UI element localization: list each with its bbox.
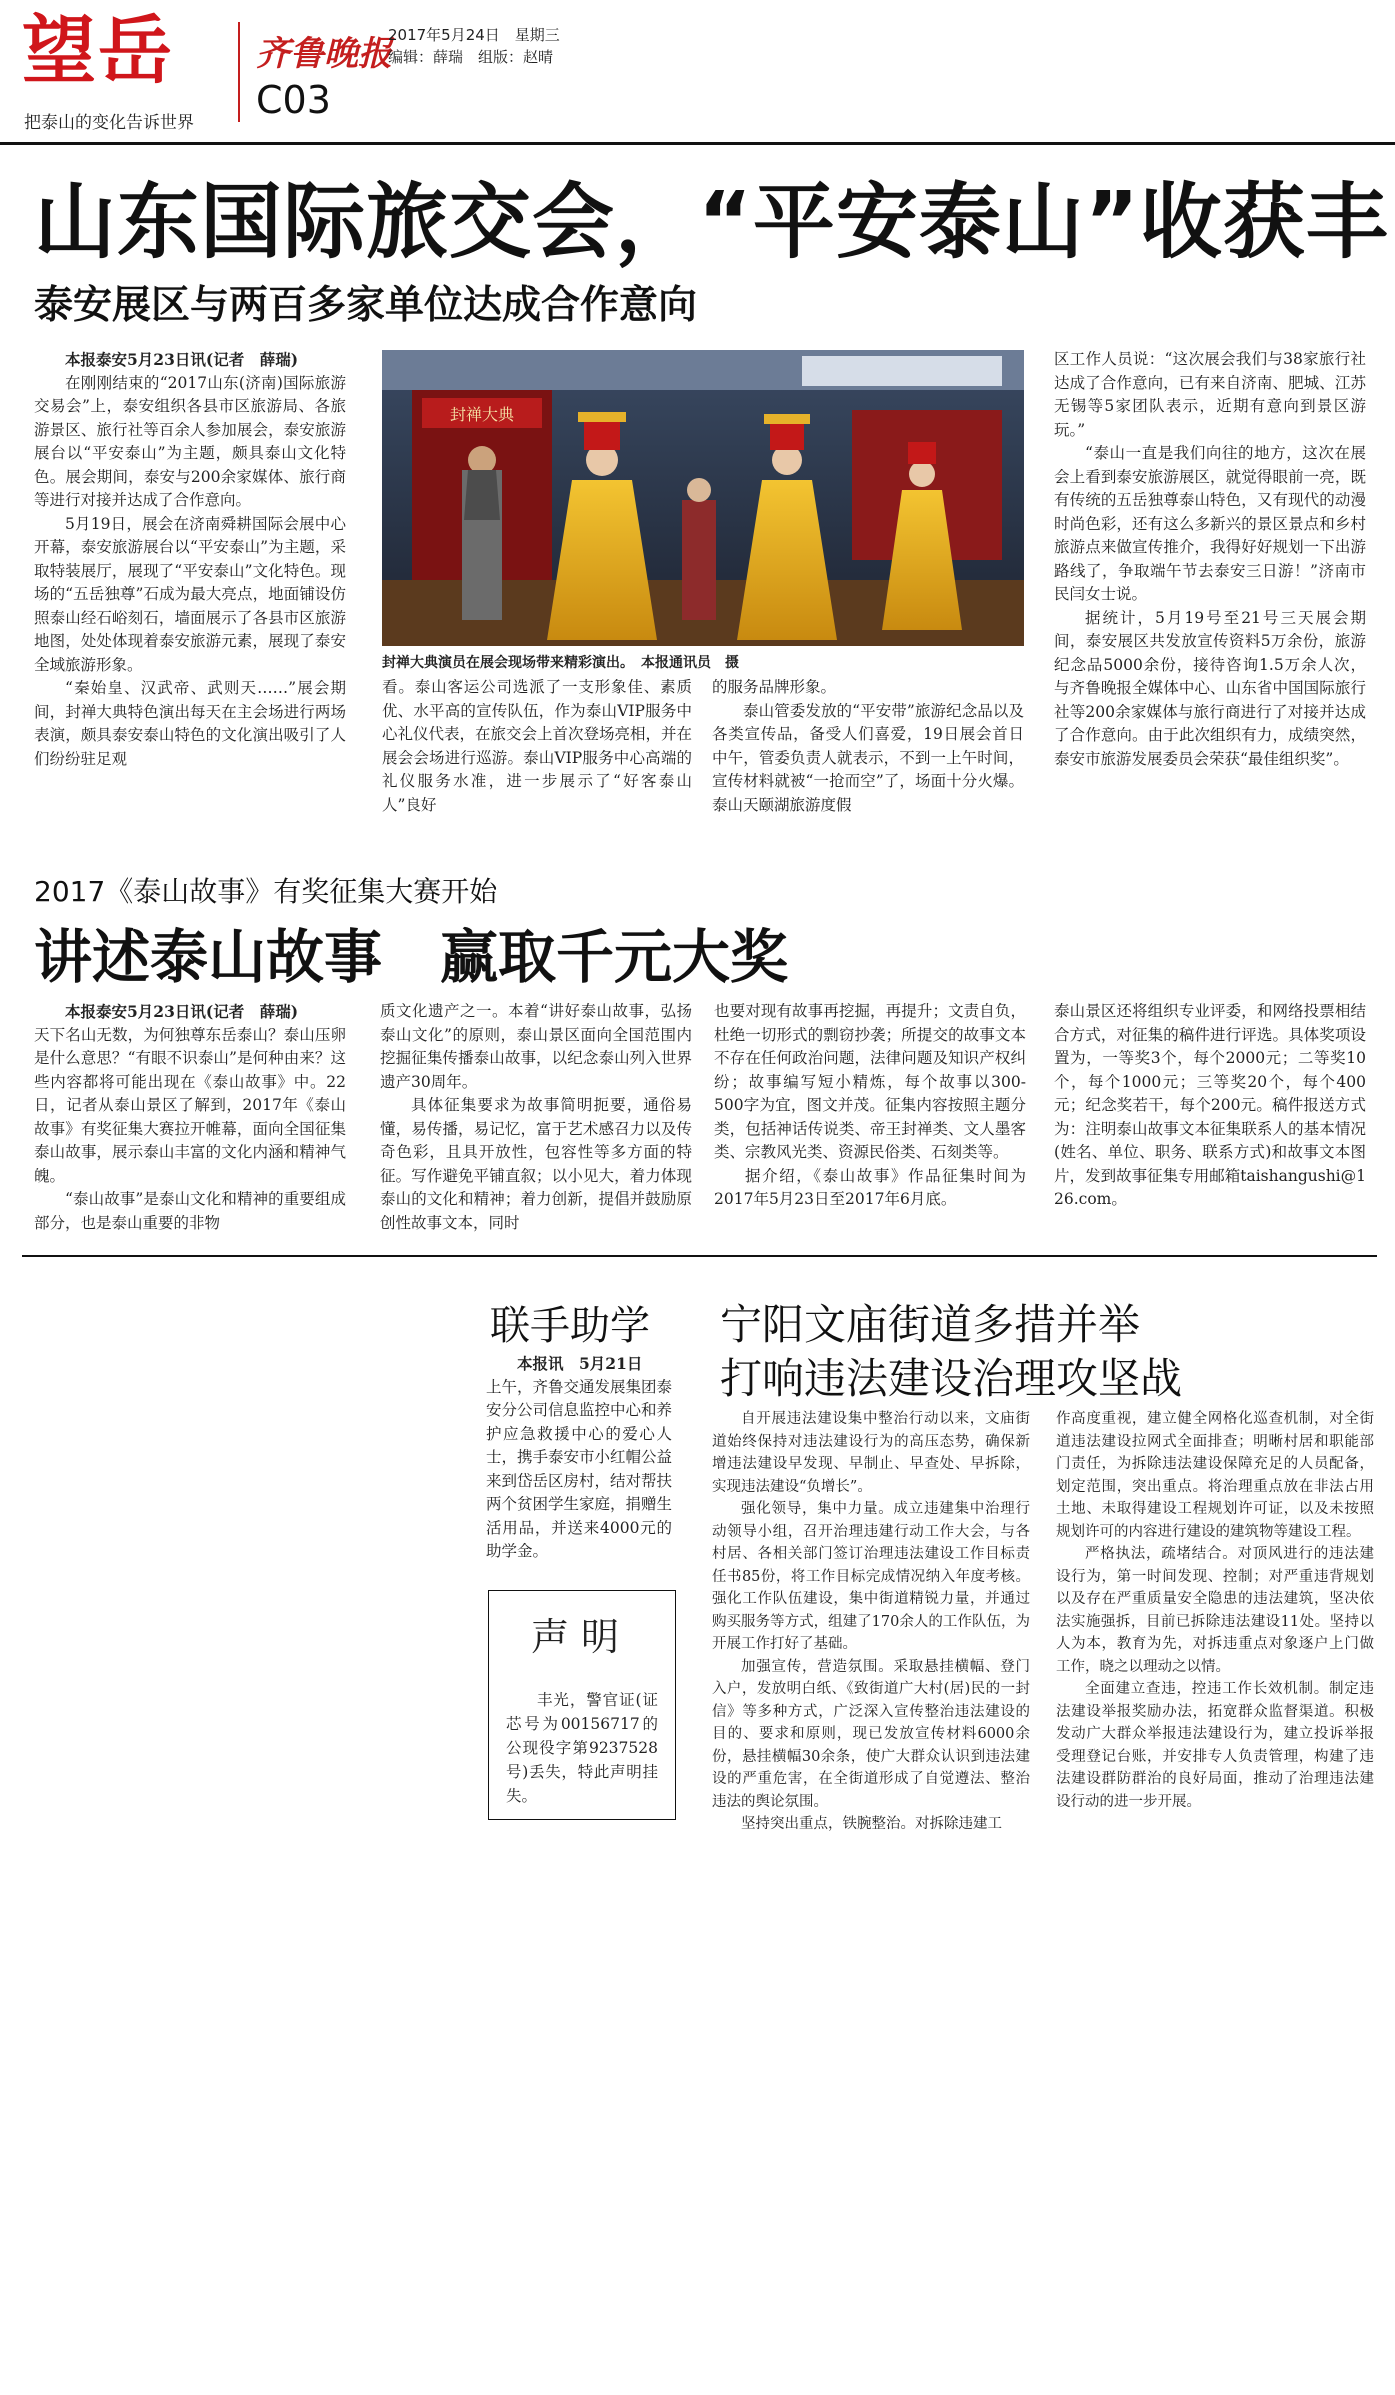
notice-text: 丰光，警官证(证芯号为00156717的公现役字第9237528号)丢失，特此声明挂失。 bbox=[506, 1691, 658, 1805]
page-number: C03 bbox=[256, 78, 331, 122]
article1-col2 bbox=[382, 676, 692, 817]
article1-photo bbox=[382, 350, 1024, 646]
article1-col1 bbox=[34, 348, 346, 771]
article1-paragraph: 的服务品牌形象。 bbox=[712, 678, 837, 696]
issue-editors: 编辑：薛瑞 组版：赵晴 bbox=[388, 48, 554, 66]
article3-body bbox=[486, 1352, 672, 1564]
paper-name: 齐鲁晚报 bbox=[256, 34, 392, 74]
article3-byline: 本报讯 5月21日 bbox=[517, 1354, 643, 1373]
article2-paragraph: 据介绍，《泰山故事》作品征集时间为2017年5月23日至2017年6月底。 bbox=[714, 1166, 1026, 1208]
article2-col2 bbox=[380, 1000, 692, 1235]
article4-col2 bbox=[1056, 1408, 1374, 1813]
article2-paragraph: “泰山故事”是泰山文化和精神的重要组成部分，也是泰山重要的非物 bbox=[34, 1190, 346, 1232]
article2-col4 bbox=[1054, 1000, 1366, 1212]
article4-headline-line2: 打响违法建设治理攻坚战 bbox=[720, 1354, 1183, 1403]
article2-paragraph: 质文化遗产之一。本着“讲好泰山故事，弘扬泰山文化”的原则，泰山景区面向全国范围内挖掘征集传播泰山故事，以纪念泰山列入世界遗产30周年。 bbox=[380, 1002, 692, 1091]
article1-col4 bbox=[1054, 348, 1366, 771]
notice-title: 声明 bbox=[530, 1615, 631, 1659]
masthead-tagline: 把泰山的变化告诉世界 bbox=[24, 113, 194, 133]
section-rule bbox=[22, 1255, 1377, 1257]
top-rule bbox=[0, 142, 1395, 145]
article1-paragraph: 5月19日，展会在济南舜耕国际会展中心开幕，泰安旅游展台以“平安泰山”为主题，采取特装展厅，展现了“平安泰山”文化特色。现场的“五岳独尊”石成为最大亮点，地面铺设仿照泰山经石峪刻石，墙面展示了各县市区旅游地图，处处体现着泰安旅游元素，展现了泰安全域旅游形象。 bbox=[34, 514, 346, 674]
article1-paragraph: 据统计，5月19号至21号三天展会期间，泰安展区共发放宣传资料5万余份，旅游纪念品5000余份，接待咨询1.5万余人次，与齐鲁晚报全媒体中心、山东省中国国际旅行社等200余家媒体与旅行商进行了对接并达成了合作意向。由于此次组织有力，成绩突然，泰安市旅游发展委员会荣获“最佳组织奖”。 bbox=[1054, 608, 1366, 768]
notice-body bbox=[506, 1688, 658, 1808]
article4-headline-line1: 宁阳文庙街道多措并举 bbox=[720, 1300, 1141, 1349]
article1-subheadline: 泰安展区与两百多家单位达成合作意向 bbox=[34, 283, 698, 328]
article4-paragraph: 坚持突出重点，铁腕整治。对拆除违建工 bbox=[741, 1816, 1002, 1832]
masthead-divider bbox=[238, 22, 240, 122]
article4-paragraph: 作高度重视，建立健全网格化巡查机制，对全街道违法建设拉网式全面排查；明晰村居和职能部门责任，为拆除违法建设保障充足的人员配备，划定范围，突出重点。将治理重点放在非法占用土地、未取得建设工程规划许可证，以及未按照规划许可的内容进行建设的建筑物等建设工程。 bbox=[1056, 1411, 1374, 1540]
issue-date: 2017年5月24日 星期三 bbox=[388, 26, 560, 44]
article1-paragraph: 在刚刚结束的“2017山东(济南)国际旅游交易会”上，泰安组织各县市区旅游局、各旅游景区、旅行社等百余人参加展会，泰安旅游展台以“平安泰山”为主题，颇具泰山文化特色。展会期间，泰安与200余家媒体、旅行商等进行对接并达成了合作意向。 bbox=[34, 373, 346, 509]
article1-col3 bbox=[712, 676, 1024, 817]
article4-col1 bbox=[712, 1408, 1030, 1836]
photo-caption: 封禅大典演员在展会现场带来精彩演出。 本报通讯员 摄 bbox=[382, 655, 739, 671]
article2-headline: 讲述泰山故事 赢取千元大奖 bbox=[34, 923, 789, 991]
article4-paragraph: 强化领导，集中力量。成立违建集中治理行动领导小组，召开治理违建行动工作大会，与各村居、各相关部门签订治理违法建设工作目标责任书85份，将工作目标完成情况纳入年度考核。强化工作队伍建设，集中街道精锐力量，并通过购买服务等方式，组建了170余人的工作队伍，为开展工作打好了基础。 bbox=[712, 1501, 1030, 1652]
article1-byline: 本报泰安5月23日讯(记者 薛瑞) bbox=[65, 350, 299, 369]
article1-paragraph: 泰山管委发放的“平安带”旅游纪念品以及各类宣传品，备受人们喜爱，19日展会首日中午，管委负责人就表示，不到一上午时间，宣传材料就被“一抢而空”了，场面十分火爆。泰山天颐湖旅游度假 bbox=[712, 701, 1024, 814]
article2-col3 bbox=[714, 1000, 1026, 1212]
article2-paragraph: 天下名山无数，为何独尊东岳泰山？泰山压卵是什么意思？“有眼不识泰山”是何种由来？这些内容都将可能出现在《泰山故事》中。22日，记者从泰山景区了解到，2017年《泰山故事》有奖征集大赛拉开帷幕，面向全国征集泰山故事，展示泰山丰富的文化内涵和精神气魄。 bbox=[34, 1025, 346, 1185]
article1-headline: 山东国际旅交会，“平安泰山”收获丰 bbox=[34, 175, 1389, 270]
article2-paragraph: 也要对现有故事再挖掘，再提升；文责自负，杜绝一切形式的剽窃抄袭；所提交的故事文本不存在任何政治问题，法律问题及知识产权纠纷；故事编写短小精炼，每个故事以300-500字为宜，图文并茂。征集内容按照主题分类，包括神话传说类、帝王封禅类、文人墨客类、宗教风光类、资源民俗类、石刻类等。 bbox=[714, 1002, 1026, 1161]
article1-paragraph: “泰山一直是我们向往的地方，这次在展会上看到泰安旅游展区，就觉得眼前一亮，既有传统的五岳独尊泰山特色，又有现代的动漫时尚色彩，还有这么多新兴的景区景点和乡村旅游点来做宣传推介，我得好好规划一下出游路线了，争取端午节去泰安三日游！”济南市民闫女士说。 bbox=[1054, 444, 1366, 603]
article3-headline: 联手助学 bbox=[490, 1303, 650, 1349]
masthead-logo: 望岳 bbox=[22, 8, 174, 94]
article4-paragraph: 加强宣传，营造氛围。采取悬挂横幅、登门入户，发放明白纸、《致街道广大村(居)民的一封信》等多种方式，广泛深入宣传整治违法建设的目的、要求和原则，现已发放宣传材料6000余份，悬挂横幅30余条，使广大群众认识到违法建设的严重危害，在全街道形成了自觉遵法、整治违法的舆论氛围。 bbox=[712, 1658, 1030, 1810]
article4-paragraph: 自开展违法建设集中整治行动以来，文庙街道始终保持对违法建设行为的高压态势，确保新增违法建设早发现、早制止、早查处、早拆除，实现违法建设“负增长”。 bbox=[712, 1411, 1030, 1495]
article1-paragraph: “秦始皇、汉武帝、武则天……”展会期间，封禅大典特色演出每天在主会场进行两场表演，颇具泰安泰山特色的文化演出吸引了人们纷纷驻足观 bbox=[34, 679, 346, 768]
article3-paragraph: 上午，齐鲁交通发展集团泰安分公司信息监控中心和养护应急救援中心的爱心人士，携手泰安市小红帽公益来到岱岳区房村，结对帮扶两个贫困学生家庭，捐赠生活用品，并送来4000元的助学金。 bbox=[486, 1377, 673, 1560]
article2-paragraph: 泰山景区还将组织专业评委，和网络投票相结合方式，对征集的稿件进行评选。具体奖项设置为，一等奖3个，每个2000元；二等奖10个，每个1000元；三等奖20个，每个400元；纪念奖若干，每个200元。稿件报送方式为：注明泰山故事文本征集联系人的基本情况(姓名、单位、职务、联系方式)和故事文本图片，发到故事征集专用邮箱taishangushi@126.com。 bbox=[1054, 1002, 1366, 1208]
article2-paragraph: 具体征集要求为故事简明扼要，通俗易懂，易传播，易记忆，富于艺术感召力以及传奇色彩，且具开放性，包容性等多方面的特征。写作避免平铺直叙；以小见大，着力体现泰山的文化和精神；着力创新，提倡并鼓励原创性故事文本，同时 bbox=[380, 1096, 692, 1232]
photo-banner-text: 封禅大典 bbox=[449, 405, 515, 424]
article2-col1 bbox=[34, 1000, 346, 1235]
article1-paragraph: 区工作人员说：“这次展会我们与38家旅行社达成了合作意向，已有来自济南、肥城、江苏无锡等5家团队表示，近期有意向到景区游玩。” bbox=[1054, 350, 1366, 439]
article4-paragraph: 严格执法，疏堵结合。对顶风进行的违法建设行为，第一时间发现、控制；对严重违背规划以及存在严重质量安全隐患的违法建筑，坚决依法实施强拆，目前已拆除违法建设11处。坚持以人为本，教育为先，对拆违重点对象逐户上门做工作，晓之以理动之以情。 bbox=[1056, 1546, 1374, 1675]
article1-paragraph: 看。泰山客运公司选派了一支形象佳、素质优、水平高的宣传队伍，作为泰山VIP服务中心礼仪代表，在旅交会上首次登场亮相，并在展会会场进行巡游。泰山VIP服务中心高端的礼仪服务水准，进一步展示了“好客泰山人”良好 bbox=[382, 678, 693, 814]
article2-byline: 本报泰安5月23日讯(记者 薛瑞) bbox=[65, 1002, 299, 1021]
article4-paragraph: 全面建立查违，控违工作长效机制。制定违法建设举报奖励办法，拓宽群众监督渠道。积极发动广大群众举报违法建设行为，建立投诉举报受理登记台账，并安排专人负责管理，构建了违法建设群防群治的良好局面，推动了治理违法建设行动的进一步开展。 bbox=[1056, 1681, 1374, 1810]
article2-kicker: 2017《泰山故事》有奖征集大赛开始 bbox=[34, 875, 498, 908]
